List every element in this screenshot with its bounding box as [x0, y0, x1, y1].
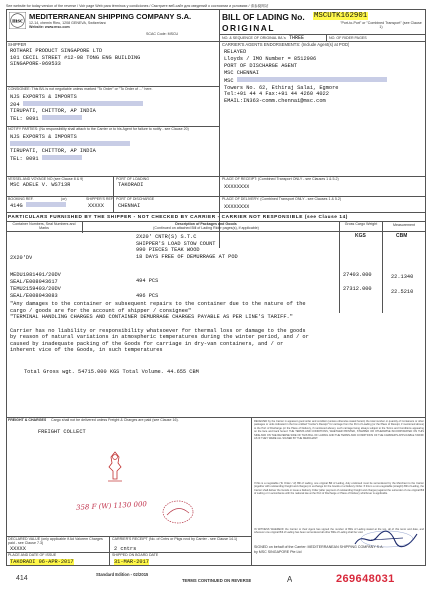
freight-value: FREIGHT COLLECT — [38, 429, 86, 435]
pieces-count-2: 496 PCS — [136, 293, 159, 299]
port-of-discharge-value: CHENNAI — [118, 203, 141, 209]
divider — [6, 231, 426, 232]
divider — [251, 417, 252, 566]
notify-line: NJS EXPORTS & IMPORTS — [10, 134, 77, 140]
booking-ref-number: 414G — [10, 203, 23, 209]
agent-line: RELAYED — [224, 49, 247, 55]
column-description-header: Description of Packages and Goods — [175, 222, 237, 226]
terms-witness: IN WITNESS WHEREOF the Carrier or their Agent has signed the number of Bills of Lading stated at the top, all of this tenor and date, and wherever one original Bill of Lading has been surrendered all other Bills of Lading shall be void. — [254, 528, 424, 535]
consignee-block — [10, 94, 215, 122]
customs-seal — [103, 449, 127, 485]
container-row-2 — [10, 286, 61, 299]
msc-logo — [9, 12, 26, 29]
port-of-loading-label: PORT OF LOADING — [116, 177, 150, 181]
divider — [339, 221, 340, 313]
carrier-receipt-value: 2 cntrs — [114, 546, 137, 552]
company-name: MEDITERRANEAN SHIPPING COMPANY S.A. — [29, 12, 192, 21]
place-of-receipt-label: PLACE OF RECEIPT: (Combined Transport ONLY - see Clauses 1 & 5.2) — [222, 177, 339, 181]
company-address: 12-14, chemin Rieu, 1208 GENEVA, Switzerland — [29, 21, 107, 25]
cargo-clauses — [10, 301, 424, 354]
agent-line: Tel:+91 44 4 Fax:+91 44 4260 4022 — [224, 91, 329, 98]
clause-line: Carrier has no liability or responsibility whatsoever for thermal loss or damage to the goods — [10, 327, 306, 334]
spacer — [10, 321, 424, 328]
container-marks: 2X20'DV — [10, 255, 33, 261]
agent-company: MSC — [224, 77, 234, 84]
container-row-1 — [10, 272, 61, 285]
container-number: MEDU1981491/20DV — [10, 272, 61, 278]
notify-block — [10, 134, 215, 162]
booking-ref-label: BOOKING REF. — [8, 197, 34, 201]
seal-number: SEAL/E008043083 — [10, 292, 58, 299]
divider — [82, 221, 83, 233]
goods-line: 990 PIECES TEAK WOOD — [136, 247, 200, 254]
goods-description — [136, 234, 238, 260]
agent-line: MSC CHENNAI — [224, 69, 259, 76]
shipped-on-board-value: 31-MAR-2017 — [114, 559, 149, 565]
total-summary: Total Gross wgt. 54715.000 KGS Total Volume. 44.655 CBM — [24, 369, 199, 375]
rider-pages-label: NO. OF RIDER PAGES — [329, 36, 367, 40]
bl-number: MSCUTK162901 — [314, 12, 368, 20]
terms-delivery: If this is a negotiable (To Order / of) Bill of Lading, one original Bill of Lading, duly endorsed must be surrendered by the Merchant to the Carrier (together with outstanding Freight and charges) in exchange for the Goods or a Delivery Order. If this is a non-negotiable (straight) Bill of Lading, the Carrier shall deliver the Goods or issue a Delivery Order (after payment of outstanding Freight and charges) against the surrender of one original Bill of Lading or in accordance with the national law at the Port of Discharge or Place of Delivery whichever is applicable. — [254, 482, 424, 496]
divider — [6, 196, 426, 197]
agent-line: Towers No. 62, Ethiraj Salai, Egmore — [224, 84, 339, 91]
notify-line — [10, 155, 215, 163]
serial-prefix: A — [287, 575, 293, 584]
redacted-block — [10, 141, 130, 146]
booking-ref-value — [10, 202, 66, 209]
clause-line: by reason of natural variations in atmospheric temperatures during the winter period, and / or — [10, 334, 309, 340]
vessel-value: MSC ADELE V. WS713R — [10, 182, 71, 188]
place-of-receipt-value: XXXXXXXX — [224, 184, 250, 190]
column-marks-header: Container Numbers, Seal Numbers and Marks — [12, 222, 76, 231]
standard-edition: Standard Edition - 02/2015 — [96, 572, 149, 577]
company-website[interactable]: Website: www.msc.com — [29, 25, 70, 29]
consignee-line: NJS EXPORTS & IMPORTS — [10, 94, 77, 100]
ref-or-label: (or) — [61, 197, 67, 201]
website-note: See website for today version of the reverse / Voir page Web para términos y condiciones / Смотрите веб-сайт для сведений о состоянии и условиях / 请参阅网站 — [6, 4, 269, 8]
place-date-issue-label: PLACE AND DATE OF ISSUE — [8, 553, 57, 557]
notify-line: TIRUPATI, CHITTOR, AP INDIA — [10, 148, 96, 155]
bill-of-lading-page — [6, 4, 426, 590]
consignee-line: TIRUPATI, CHITTOR, AP INDIA — [10, 108, 96, 115]
divider — [326, 34, 327, 41]
redacted-block — [23, 101, 143, 106]
weight-row-2: 27312.000 — [343, 286, 372, 292]
goods-line: 18 DAYS FREE OF DEMURRAGE AT POD — [136, 253, 238, 260]
freight-label: FREIGHT & CHARGES — [8, 418, 47, 422]
container-number: TEMU2159403/20DV — [10, 286, 61, 292]
shipper-line: ROTHARI PRODUCT SINGAPORE LTD — [10, 48, 103, 54]
freight-note: Cargo shall not be delivered unless Freight & Charges are paid (see Clause 16). — [51, 418, 179, 422]
shipper-line: 101 CECIL STREET #12-08 TONG ENG BUILDING — [10, 54, 141, 61]
emblem-icon — [103, 449, 127, 485]
agent-label: CARRIER'S AGENTS ENDORSEMENTS: (Include Agent(s) at POD) — [222, 42, 350, 47]
measurement-row-1: 22.1340 — [391, 274, 414, 280]
scac-code: SCAC Code: MSCU — [146, 32, 179, 36]
original-label: ORIGINAL — [222, 23, 275, 33]
shipper-line: SINGAPORE-069533 — [10, 61, 61, 68]
declared-value-label: DECLARED VALUE (only applicable if Ad Valorem Charges paid - see Clause 7.3) — [8, 537, 103, 546]
shipper-block — [10, 48, 215, 68]
clause-line: "TERMINAL HANDLING CHARGES AND CONTAINER DEMURRAGE CHARGES PAYABLE AS PER LINE'S TARIFF." — [10, 314, 293, 320]
pieces-count-1: 494 PCS — [136, 278, 159, 284]
measurement-row-2: 22.5210 — [391, 289, 414, 295]
notify-phone: TEL: 0091 — [10, 155, 39, 162]
redacted-block — [26, 202, 66, 207]
svg-text:msc: msc — [12, 17, 23, 25]
signed-by-agent: by MSC SINGAPORE Pte Ltd — [254, 550, 302, 554]
port-to-port-note: "Port-to-Port" or "Combined Transport" (see Clause 1) — [340, 21, 422, 30]
place-of-delivery-label: PLACE OF DELIVERY: (Combined Transport ONLY - see Clauses 1 & 5.2) — [222, 197, 342, 201]
original-count-label: NO. & SEQUENCE OF ORIGINAL B/L's — [222, 36, 286, 40]
original-count-value: THREE — [289, 35, 305, 41]
serial-number: 269648031 — [336, 573, 395, 585]
agent-block — [224, 49, 424, 105]
consignee-address-number: 204 — [10, 101, 20, 108]
terms-received: RECEIVED by the Carrier in apparent good order and condition (unless otherwise stated herein) the total number or quantity of Containers or other packages or units indicated in the box entitled "Carrier's Receipt" for carriage from the Port of Loading (or the Place of Receipt, if mentioned above) to the Port of Discharge (or the Place of Delivery, if mentioned above), such carriage being always subject to the Terms and Conditions appearing on the face and back hereof. THE TERMS AND CONDITIONS, WHETHER PRINTED, STAMPED OR OTHERWISE INCORPORATED ON THIS SIDE AND ON THE REVERSE SIDE OF THIS BILL OF LADING AND THE TERMS AND CONDITIONS OF THE CARRIER'S APPLICABLE TARIFF AS IF THEY WERE ALL SIGNED BY THE MERCHANT. — [254, 420, 424, 441]
place-date-issue-value: TAKORADI 06-APR-2017 — [10, 559, 74, 565]
consignee-line — [10, 115, 215, 123]
consignee-line — [10, 101, 215, 109]
vessel-label: VESSEL AND VOYAGE NO (see Clause 8 & 9) — [8, 177, 84, 181]
declared-value: XXXXX — [10, 546, 26, 552]
divider — [6, 41, 426, 42]
document-title: BILL OF LADING No. — [222, 12, 305, 22]
clause-line: caused by inadequate packing of the Goods for carriage in dry-van containers, and / or — [10, 340, 284, 347]
msc-logo-icon — [9, 12, 26, 29]
clause-line: cargo / goods are for the account of shipper / consignee" — [10, 307, 192, 314]
measurement-unit: CBM — [396, 233, 408, 239]
divider — [113, 176, 114, 212]
shippers-ref-label: SHIPPER'S REF. — [86, 197, 114, 201]
divider — [219, 34, 426, 35]
particulars-banner: PARTICULARS FURNISHED BY THE SHIPPER - NOT CHECKED BY CARRIER - CARRIER NOT RESPONSIBLE (see Clause 14) — [8, 214, 348, 219]
agent-line: EMAIL:IN363-comm.chennai@msc.com — [224, 98, 326, 105]
seal-number: SEAL/E008043617 — [10, 278, 58, 285]
agent-line — [224, 77, 424, 85]
port-of-loading-value: TAKORADI — [118, 182, 144, 188]
handwritten-annotation: 358 F (W) 1130 000 — [75, 500, 148, 512]
divider — [6, 212, 426, 213]
column-description-subheader: (Continued on attached Bill of Lading Rider pages(s), if applicable) — [153, 226, 259, 230]
agent-line: Lloyds / IMO Number = 8512906 — [224, 55, 317, 62]
notify-label: NOTIFY PARTIES: (No responsibility shall attach to the Carrier or to his Agent for failure to notify - see Clause 20) — [8, 127, 189, 131]
notify-line — [10, 141, 215, 149]
place-of-delivery-value: XXXXXXXX — [224, 204, 250, 210]
clause-line: "Any damages to the container or subsequent repairs to the container due to the nature of the — [10, 301, 306, 307]
consignee-phone: TEL: 0091 — [10, 115, 39, 122]
agent-line: PORT OF DISCHARGE AGENT — [224, 62, 298, 69]
divider — [109, 536, 110, 566]
redacted-block — [237, 77, 387, 82]
goods-line: SHIPPER'S LOAD STOW COUNT — [136, 240, 216, 247]
shippers-ref-value: XXXXX — [88, 203, 104, 209]
weight-row-1: 27403.000 — [343, 272, 372, 278]
signed-on-behalf-label: SIGNED on behalf of the Carrier: MEDITERRANEAN SHIPPING COMPANY S.A. — [254, 545, 384, 549]
stamp-icon — [161, 499, 195, 525]
page-number: 414 — [16, 575, 28, 582]
clause-line: inherent vice of the Goods, in such temperatures — [10, 347, 163, 353]
consignee-label: CONSIGNEE: This B/L is not negotiable unless marked "To Order" or "To Order of ..." here. — [8, 87, 153, 91]
column-weight-header: Gross Cargo Weight — [344, 222, 378, 226]
shipper-label: SHIPPER — [8, 42, 27, 47]
port-of-discharge-label: PORT OF DISCHARGE — [116, 197, 155, 201]
shipped-on-board-label: SHIPPED ON BOARD DATE — [112, 553, 159, 557]
stamp-mark — [161, 499, 195, 525]
column-measurement-header: Measurement — [393, 223, 415, 227]
weight-unit: KGS — [355, 233, 366, 239]
redacted-block — [42, 115, 82, 120]
carrier-receipt-label: CARRIER'S RECEIPT (No. of Cntrs or Pkgs rcvd by Carrier - see Clause 14.1) — [112, 537, 238, 541]
divider — [382, 221, 383, 313]
terms-continued: TERMS CONTINUED ON REVERSE — [182, 578, 252, 583]
goods-line: 2X20' CNTR(S) S.T.C — [136, 234, 197, 240]
redacted-block — [42, 155, 82, 160]
